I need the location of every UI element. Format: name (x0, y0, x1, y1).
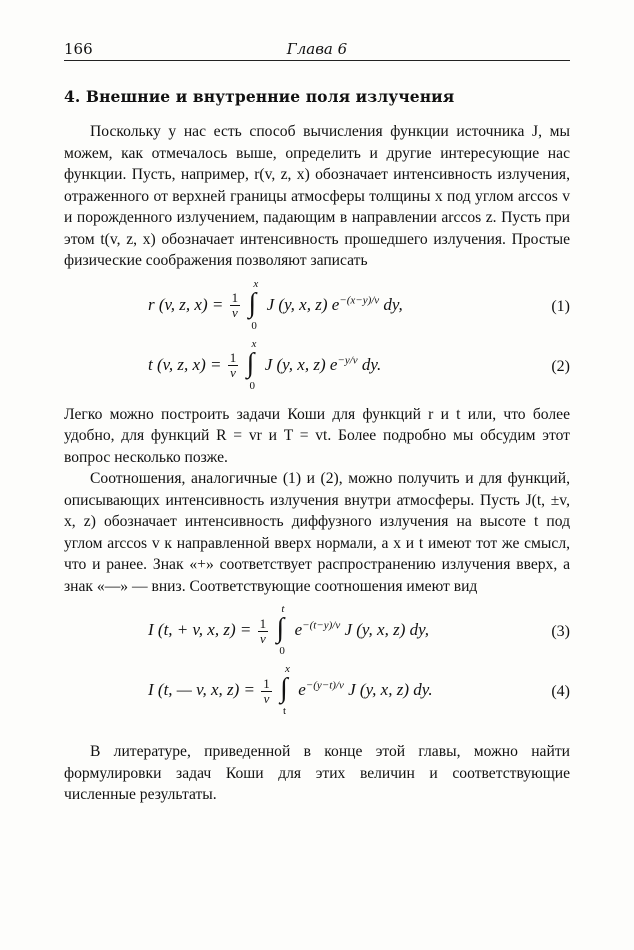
eq2-lower-limit: 0 (249, 379, 255, 392)
chapter-title: Глава 6 (286, 40, 348, 58)
eq2-number: (2) (551, 357, 570, 375)
eq2-tail: dy. (361, 354, 382, 374)
eq2-lhs: t (v, z, x) = (148, 354, 222, 374)
page-number: 166 (64, 40, 93, 58)
eq4-lhs: I (t, — v, x, z) = (148, 679, 255, 699)
section-title: 4. Внешние и внутренние поля излучения (64, 87, 455, 106)
eq3-frac-num: 1 (259, 615, 267, 631)
eq4-exponent: −(y−t)/v (305, 679, 344, 692)
eq1-integrand: J (y, x, z) e (266, 294, 340, 314)
eq1-lhs: r (v, z, x) = (148, 294, 224, 314)
page (64, 34, 570, 806)
eq4-frac-den: v (263, 690, 270, 706)
paragraph-3: Соотношения, аналогичные (1) и (2), можно получить и для функций, описывающих интенсивность излучения внутри атмосферы. Пусть J(t, ±v, x, z) обозначает интенсивность диффузного излучения на высоте t под углом arccos v к направленной вверх нормали, а x и t имеют тот же смысл, что и ранее. Знак «+» соответствует распространению излучения вверх, а знак «—» — вниз. Соответствующие соотношения имеют вид (64, 470, 570, 595)
eq3-integrand: e (294, 619, 303, 639)
eq3-lower-limit: 0 (279, 645, 285, 657)
eq4-number: (4) (551, 683, 570, 700)
eq1-lower-limit: 0 (251, 319, 257, 332)
eq4-tail: J (y, x, z) dy. (348, 679, 433, 699)
eq3-frac-den: v (259, 630, 266, 646)
eq2-frac-num: 1 (229, 350, 237, 365)
eq3-upper-limit: t (281, 603, 285, 615)
eq1-tail: dy, (383, 294, 403, 314)
eq1-exponent: −(x−y)/v (339, 293, 380, 306)
eq2-exponent: −y/v (337, 353, 358, 366)
eq4-integrand: e (298, 679, 306, 699)
eq2-frac-den: v (230, 365, 236, 380)
eq1-upper-limit: x (253, 277, 259, 290)
eq2-upper-limit: x (251, 337, 257, 350)
eq1-frac-den: v (231, 305, 238, 320)
eq4-lower-limit: t (283, 705, 287, 717)
paragraph-1: Поскольку у нас есть способ вычисления функции источника J, мы можем, как отмечалось выше, определить и другие интересующие нас функции. Пусть, например, r(v, z, x) обозначает интенсивность излучения, отраженного от верхней границы атмосферы толщины x под углом arccos v и порожденного излучением, падающим в направлении arccos z. Пусть при этом t(v, z, x) обозначает интенсивность прошедшего излучения. Простые физические соображения позволяют записать (64, 123, 570, 269)
eq4-upper-limit: x (285, 663, 290, 675)
equation-1: r (v, z, x) = $\frac{1}{v}$ ∫ x 0 J (y, x, z) $e^{-(x-y)/v}$ dy, (1) (148, 277, 570, 332)
eq3-number: (3) (551, 623, 570, 640)
eq3-exponent: −(t−y)/v (302, 619, 341, 632)
eq2-integrand: J (y, x, z) e (264, 354, 338, 374)
equation-3: I (t, + v, x, z) = $\frac{1}{v}$ ∫ t 0 $e^{-(t-y)/v}$ J (y, x, z) dy, (3) (148, 603, 570, 657)
paragraph-2: Легко можно построить задачи Коши для функций r и t или, что более удобно, для функций R = vr и T = vt. Более подробно мы обсудим этот вопрос несколько позже. (64, 405, 570, 466)
eq3-tail: J (y, x, z) dy, (344, 619, 429, 639)
eq1-frac-num: 1 (231, 290, 239, 305)
eq3-lhs: I (t, + v, x, z) = (148, 619, 252, 639)
eq1-number: (1) (551, 297, 570, 315)
equation-2: t (v, z, x) = $\frac{1}{v}$ ∫ x 0 J (y, x, z) $e^{-y/v}$ dy. (2) (148, 337, 570, 392)
eq4-frac-num: 1 (263, 675, 270, 691)
paragraph-4: В литературе, приведенной в конце этой главы, можно найти формулировки задач Коши для этих величин и соответствующие численные результаты. (64, 743, 570, 803)
equation-4: I (t, — v, x, z) = $\frac{1}{v}$ ∫ x t $e^{-(y-t)/v}$ J (y, x, z) dy. (4) (148, 663, 570, 717)
running-header (64, 34, 570, 61)
